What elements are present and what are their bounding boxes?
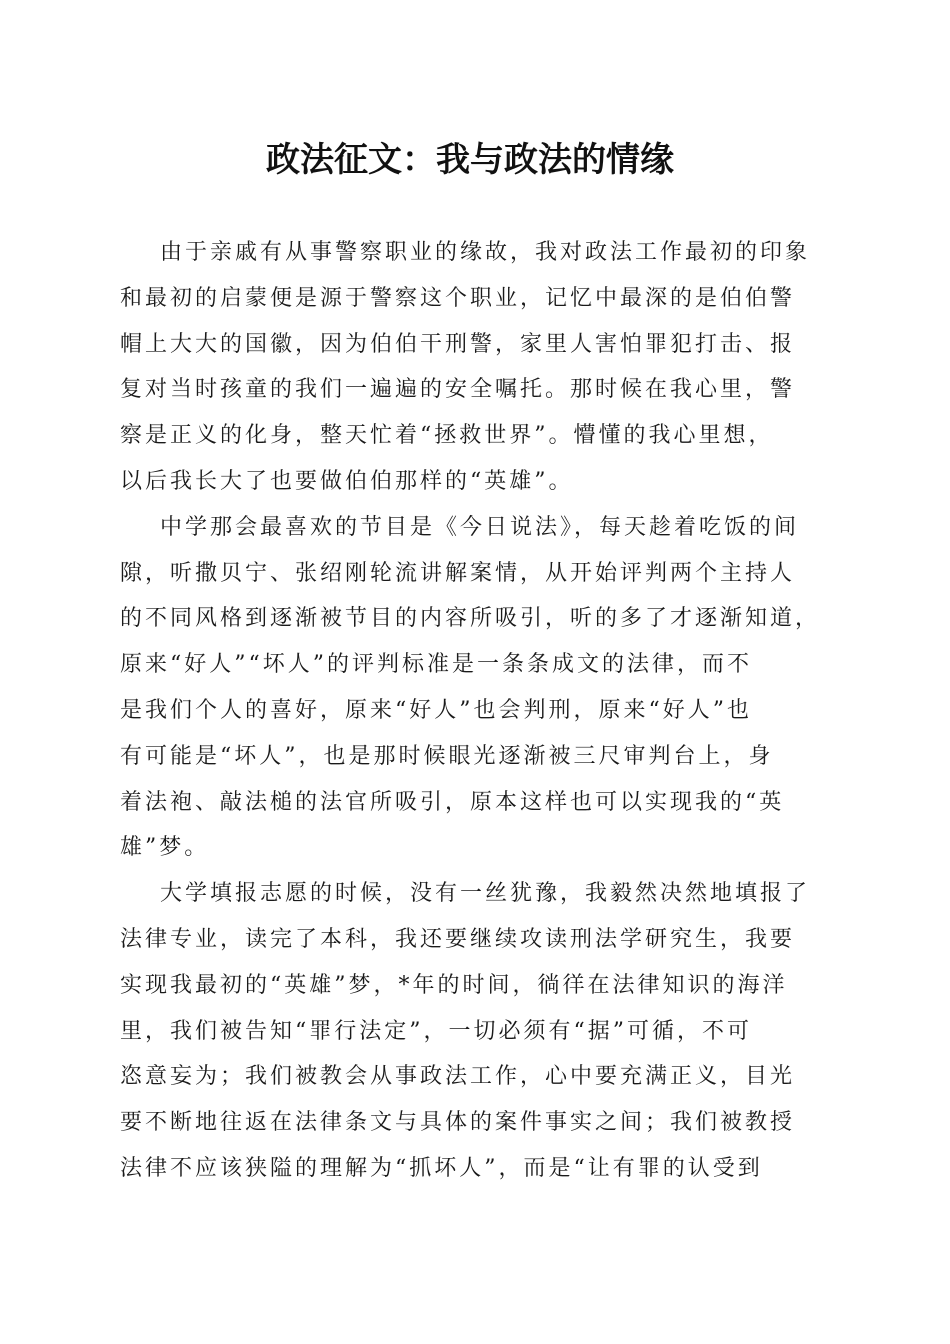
paragraph-line: 实现我最初的“英雄”梦，*年的时间，徜徉在法律知识的海洋 [120,972,788,998]
paragraph-line: 复对当时孩童的我们一遍遍的安全嘱托。那时候在我心里，警 [120,377,796,403]
paragraph-line: 是我们个人的喜好，原来“好人”也会判刑，原来“好人”也 [120,697,752,723]
document-title: 政法征文：我与政法的情缘 [266,140,674,180]
paragraph-line: 大学填报志愿的时候，没有一丝犹豫，我毅然决然地填报了 [160,881,811,907]
paragraph-line: 法律专业，读完了本科，我还要继续攻读刑法学研究生，我要 [120,926,796,952]
paragraph-line: 中学那会最喜欢的节目是《今日说法》，每天趁着吃饭的间 [160,514,800,540]
paragraph-line: 隙，听撒贝宁、张绍刚轮流讲解案情，从开始评判两个主持人 [120,560,796,586]
paragraph-line: 有可能是“坏人”，也是那时候眼光逐渐被三尺审判台上，身 [120,743,774,769]
paragraph-3 [120,871,832,1192]
paragraph-line: 由于亲戚有从事警察职业的缘故，我对政法工作最初的印象 [160,240,811,265]
paragraph-line: 帽上大大的国徽，因为伯伯干刑警，家里人害怕罪犯打击、报 [120,331,796,357]
paragraph-line: 和最初的启蒙便是源于警察这个职业，记忆中最深的是伯伯警 [120,285,796,311]
paragraph-line: 雄”梦。 [120,835,210,861]
paragraph-line: 原来“好人”“坏人”的评判标准是一条条成文的法律，而不 [120,652,752,678]
paragraph-line: 以后我长大了也要做伯伯那样的“英雄”。 [120,468,574,494]
paragraph-2 [120,505,832,871]
paragraph-line: 察是正义的化身，整天忙着“拯救世界”。懵懂的我心里想， [120,423,774,449]
paragraph-line: 的不同风格到逐渐被节目的内容所吸引，听的多了才逐渐知道， [120,606,821,632]
paragraph-line: 要不断地往返在法律条文与具体的案件事实之间；我们被教授 [120,1110,796,1136]
document-body [120,230,832,1192]
paragraph-1 [120,230,832,505]
paragraph-line: 法律不应该狭隘的理解为“抓坏人”，而是“让有罪的认受到 [120,1155,763,1181]
paragraph-line: 恣意妄为；我们被教会从事政法工作，心中要充满正义，目光 [120,1064,796,1090]
paragraph-line: 着法袍、敲法槌的法官所吸引，原本这样也可以实现我的“英 [120,789,785,815]
paragraph-line: 里，我们被告知“罪行法定”，一切必须有“据”可循，不可 [120,1018,752,1044]
